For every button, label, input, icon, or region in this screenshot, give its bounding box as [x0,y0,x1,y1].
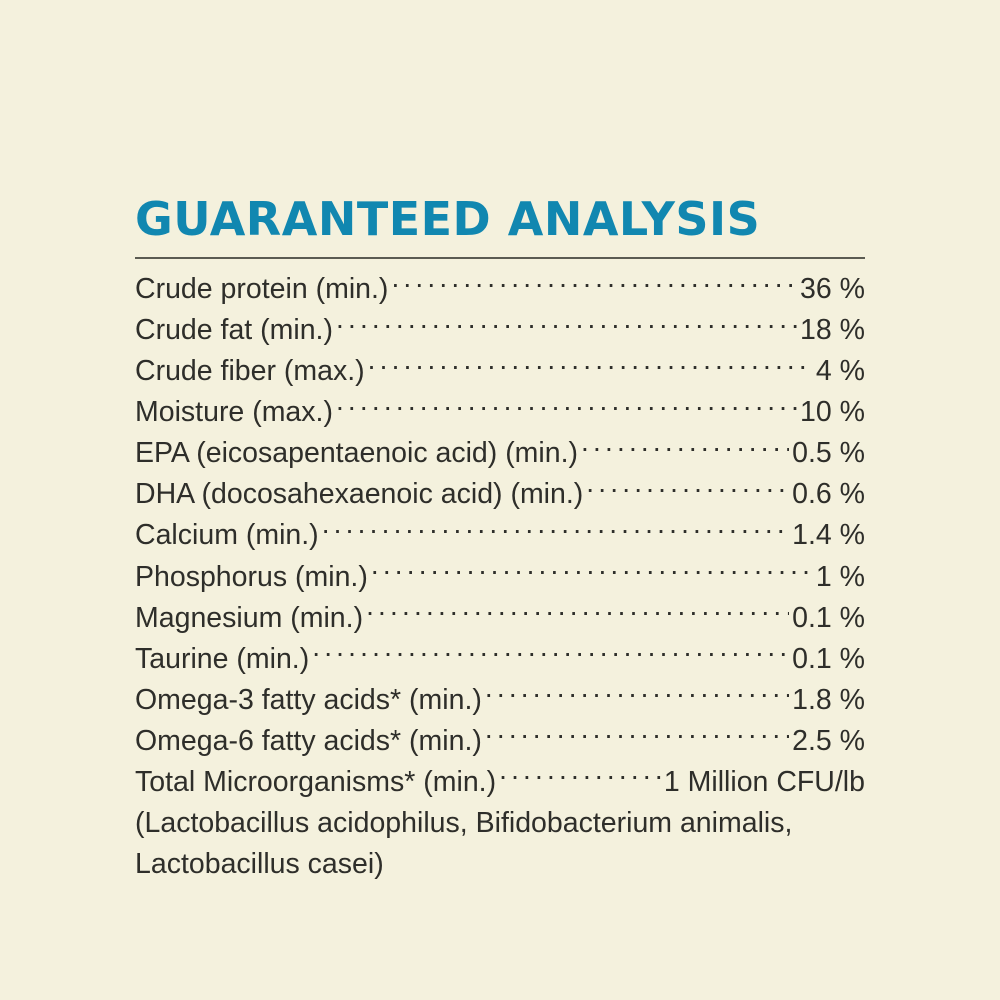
nutrient-value: 1.4 % [792,519,865,552]
nutrient-value: 1.8 % [792,683,865,716]
table-row [135,721,865,762]
analysis-table [135,269,865,884]
dot-leader [312,639,789,668]
nutrient-label: Crude fat (min.) [135,314,333,347]
footnote-line-1: (Lactobacillus acidophilus, Bifidobacterium animalis, [135,806,793,839]
table-row [135,762,865,803]
nutrient-value: 2.5 % [792,724,865,757]
table-row [135,392,865,433]
nutrient-label: EPA (eicosapentaenoic acid) (min.) [135,437,579,470]
dot-leader [322,516,789,545]
dot-leader [581,434,789,463]
nutrient-label: DHA (docosahexaenoic acid) (min.) [135,478,584,511]
nutrient-value: 0.5 % [792,437,865,470]
nutrient-label: Taurine (min.) [135,642,310,675]
dot-leader [499,762,661,791]
nutrient-value: 1 Million CFU/lb [663,765,865,798]
dot-leader [371,557,813,586]
page-title: GUARANTEED ANALYSIS [135,192,761,246]
nutrient-label: Crude protein (min.) [135,273,389,306]
nutrient-value: 10 % [800,396,865,429]
table-row [135,433,865,474]
nutrient-value: 0.6 % [792,478,865,511]
nutrient-value: 36 % [800,273,865,306]
nutrient-label: Total Microorganisms* (min.) [135,765,497,798]
dot-leader [586,475,789,504]
dot-leader [368,352,813,381]
table-row [135,680,865,721]
nutrient-value: 0.1 % [792,642,865,675]
title-divider [135,257,865,259]
nutrient-value: 1 % [815,560,865,593]
dot-leader [366,598,789,627]
dot-leader [336,393,797,422]
nutrient-label: Phosphorus (min.) [135,560,368,593]
nutrient-label: Omega-6 fatty acids* (min.) [135,724,482,757]
dot-leader [391,270,797,299]
footnote-line-2: Lactobacillus casei) [135,847,384,880]
dot-leader [336,311,797,340]
table-row [135,557,865,598]
nutrient-value: 0.1 % [792,601,865,634]
guaranteed-analysis-panel [135,192,865,885]
nutrient-value: 4 % [815,355,865,388]
nutrient-label: Omega-3 fatty acids* (min.) [135,683,482,716]
nutrient-value: 18 % [800,314,865,347]
table-row [135,351,865,392]
table-row [135,598,865,639]
table-row [135,515,865,556]
dot-leader [485,721,789,750]
table-row [135,269,865,310]
nutrient-label: Moisture (max.) [135,396,333,429]
dot-leader [485,680,789,709]
nutrient-label: Calcium (min.) [135,519,319,552]
table-row [135,310,865,351]
nutrient-label: Magnesium (min.) [135,601,364,634]
table-row [135,474,865,515]
nutrient-label: Crude fiber (max.) [135,355,365,388]
table-row [135,639,865,680]
